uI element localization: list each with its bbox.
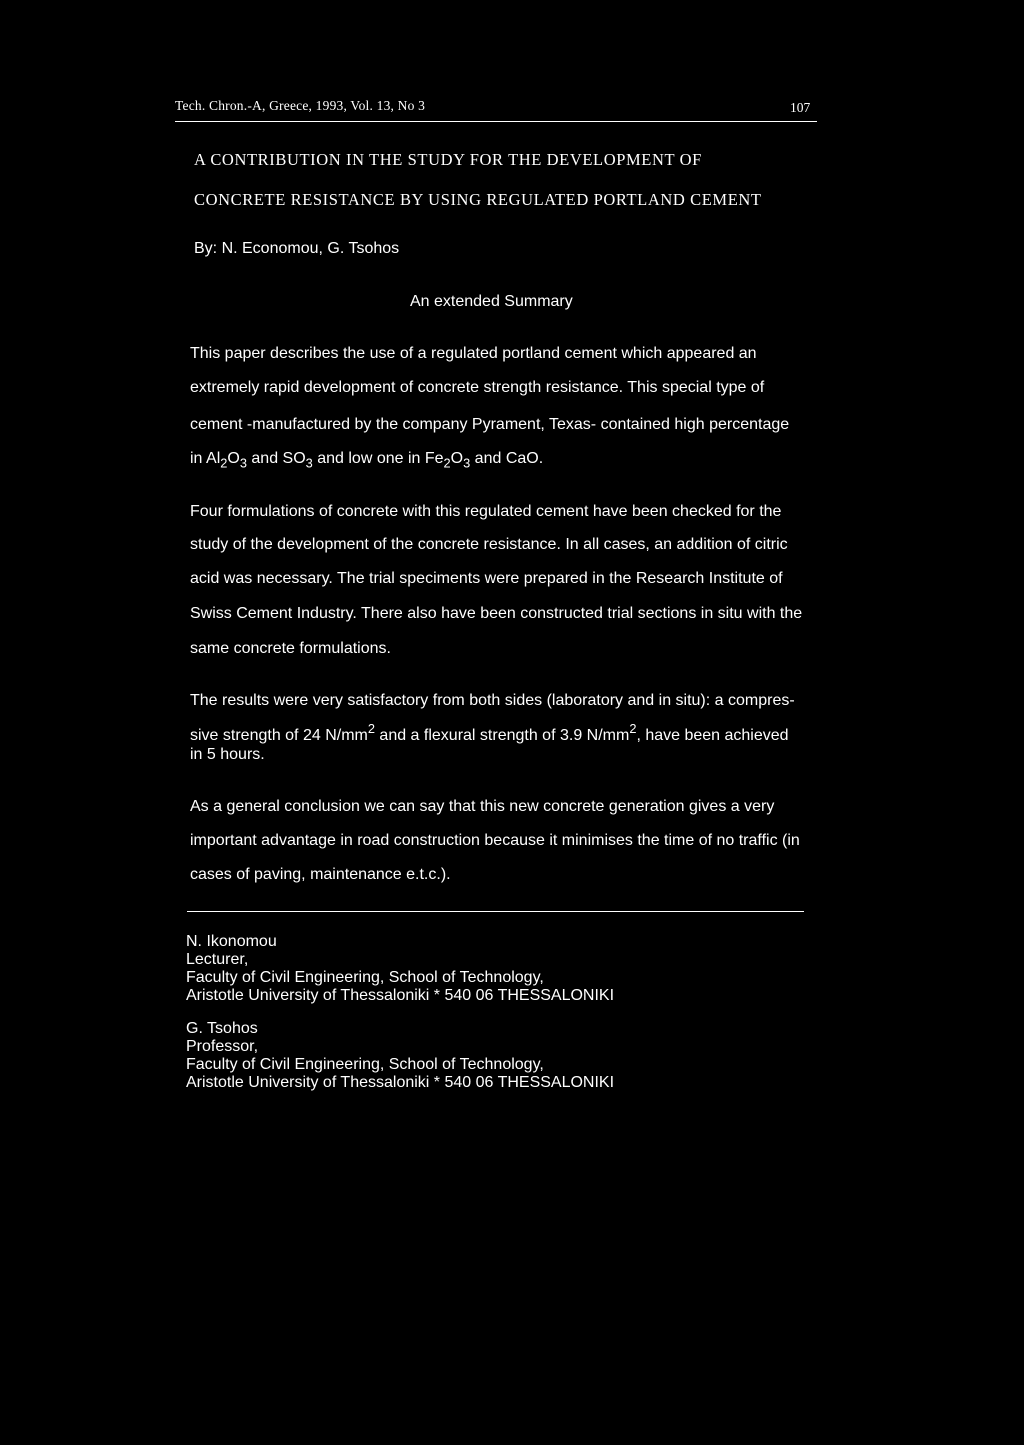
p2-line-1: Four formulations of concrete with this regulated cement have been checked for the [190,503,782,520]
superscript: 2 [629,720,637,736]
running-header-journal: Tech. Chron.-A, Greece, 1993, Vol. 13, No 3 [175,98,426,113]
p1-line-4-text: O [227,450,240,467]
superscript: 2 [367,720,375,736]
p1-line-4-text: and CaO. [470,450,544,467]
p3-line-2-text: sive strength of 24 N/mm [190,727,368,744]
paper-title-line-1: A CONTRIBUTION IN THE STUDY FOR THE DEVELOPMENT OF [194,150,702,169]
p4-line-1: As a general conclusion we can say that this new concrete generation gives a very [190,798,775,815]
p1-line-4-text: O [450,450,464,467]
p4-line-3: cases of paving, maintenance e.t.c.). [190,866,451,883]
p1-line-4-text: in Al [190,450,221,467]
p3-line-1: The results were very satisfactory from both sides (laboratory and in situ): a compres- [190,692,795,709]
subscript: 3 [463,455,471,471]
p1-line-4 [190,450,543,470]
page-number: 107 [790,100,811,115]
p2-line-3: acid was necessary. The trial speciments were prepared in the Research Institute of [190,570,783,587]
p1-line-2: extremely rapid development of concrete strength resistance. This special type of [190,379,765,396]
p1-line-1: This paper describes the use of a regulated portland cement which appeared an [190,345,757,362]
summary-heading: An extended Summary [410,293,573,310]
subscript: 2 [443,455,451,471]
subscript: 3 [239,455,247,471]
p1-line-3: cement -manufactured by the company Pyrament, Texas- contained high percentage [190,416,790,433]
author-2-address: Aristotle University of Thessaloniki * 540 06 THESSALONIKI [186,1074,615,1091]
p3-line-2 [190,720,789,745]
p2-line-5: same concrete formulations. [190,640,391,657]
p3-line-2-text: and a flexural strength of 3.9 N/mm [374,727,630,744]
subscript: 2 [220,455,228,471]
p1-line-4-text: and low one in Fe [312,450,444,467]
author-1-faculty: Faculty of Civil Engineering, School of Technology, [186,969,544,986]
header-rule [175,121,817,122]
byline: By: N. Economou, G. Tsohos [194,240,400,257]
p2-line-2: study of the development of the concrete resistance. In all cases, an addition of citric [190,536,788,553]
author-2-name: G. Tsohos [186,1020,258,1037]
author-1-address: Aristotle University of Thessaloniki * 540 06 THESSALONIKI [186,987,615,1004]
subscript: 3 [305,455,313,471]
footnote-rule [187,911,804,912]
author-2-position: Professor, [186,1038,259,1055]
author-1-position: Lecturer, [186,951,249,968]
p4-line-2: important advantage in road construction because it minimises the time of no traffic (in [190,832,800,849]
p2-line-4: Swiss Cement Industry. There also have been constructed trial sections in situ with the [190,605,803,622]
paper-title-line-2: CONCRETE RESISTANCE BY USING REGULATED PORTLAND CEMENT [194,190,762,209]
p3-line-2-text: , have been achieved [636,727,789,744]
p1-line-4-text: and SO [246,450,306,467]
author-1-name: N. Ikonomou [186,933,277,950]
author-2-faculty: Faculty of Civil Engineering, School of Technology, [186,1056,544,1073]
p3-line-3: in 5 hours. [190,746,265,763]
